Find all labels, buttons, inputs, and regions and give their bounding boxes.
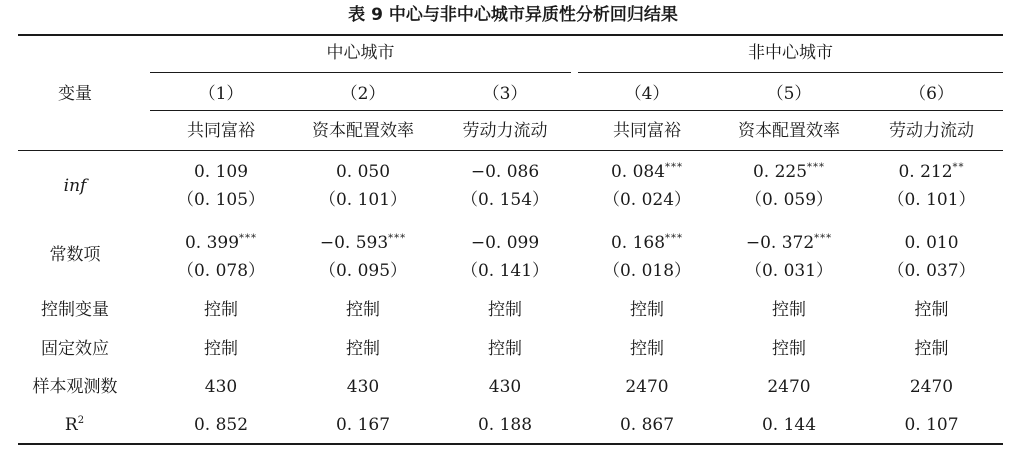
bottom-rule [18, 443, 1003, 445]
row-label-constant: 常数项 [49, 245, 101, 265]
col-number: （5） [766, 84, 812, 104]
coef-cell: 0. 399*** [184, 233, 258, 253]
se-cell: （0. 095） [318, 261, 408, 281]
se-cell: （0. 101） [887, 190, 976, 210]
col-number: （4） [624, 84, 670, 104]
coef-cell: −0. 372*** [745, 233, 833, 253]
value-cell: 0. 852 [193, 415, 249, 435]
col-name: 劳动力流动 [462, 121, 548, 141]
coef-cell: 0. 212** [898, 162, 965, 182]
value-cell: 430 [346, 377, 380, 397]
se-cell: （0. 059） [744, 190, 834, 210]
row-label-r-squared: $R^2$ [64, 415, 86, 435]
se-cell: （0. 154） [460, 190, 550, 210]
col-number: （3） [482, 84, 528, 104]
row-label-inf: inf [63, 176, 87, 196]
group-central: 中心城市 [326, 43, 395, 63]
value-cell: 控制 [772, 300, 806, 320]
coef-cell: 0. 010 [904, 233, 959, 253]
row-label-fixed: 固定效应 [41, 339, 109, 359]
value-cell: 0. 144 [761, 415, 817, 435]
top-rule [18, 34, 1003, 36]
value-cell: 430 [204, 377, 238, 397]
significance-stars: ** [952, 162, 965, 173]
significance-stars: *** [807, 162, 826, 173]
numbers-rule [150, 110, 1003, 111]
group-rule-central [150, 72, 571, 73]
coef-cell: 0. 050 [335, 162, 391, 182]
se-cell: （0. 078） [176, 261, 266, 281]
col-number: （2） [340, 84, 386, 104]
value-cell: 控制 [346, 300, 380, 320]
value-cell: 控制 [772, 339, 806, 359]
group-noncentral: 非中心城市 [748, 43, 833, 63]
significance-stars: *** [814, 233, 833, 244]
col-name: 资本配置效率 [312, 121, 414, 141]
value-cell: 控制 [488, 339, 522, 359]
se-cell: （0. 037） [887, 261, 976, 281]
variable-header: 变量 [58, 84, 92, 104]
coef-cell: 0. 225*** [752, 162, 826, 182]
col-name: 共同富裕 [187, 121, 255, 141]
coef-cell: 0. 084*** [610, 162, 684, 182]
row-label-control: 控制变量 [41, 300, 109, 320]
value-cell: 控制 [914, 339, 949, 359]
se-cell: （0. 141） [460, 261, 550, 281]
table-caption: 表 9 中心与非中心城市异质性分析回归结果 [348, 5, 678, 25]
col-name: 劳动力流动 [889, 121, 974, 141]
significance-stars: *** [388, 233, 407, 244]
significance-stars: *** [239, 233, 258, 244]
col-name: 共同富裕 [613, 121, 681, 141]
group-rule-noncentral [578, 72, 1003, 73]
se-cell: （0. 101） [318, 190, 408, 210]
coef-cell: 0. 168*** [610, 233, 684, 253]
value-cell: 控制 [914, 300, 949, 320]
se-cell: （0. 018） [602, 261, 692, 281]
value-cell: 0. 867 [619, 415, 675, 435]
value-cell: 430 [488, 377, 522, 397]
col-name: 资本配置效率 [738, 121, 840, 141]
se-cell: （0. 024） [602, 190, 692, 210]
coef-cell: −0. 099 [470, 233, 540, 253]
value-cell: 控制 [630, 339, 664, 359]
value-cell: 0. 167 [335, 415, 391, 435]
value-cell: 控制 [488, 300, 522, 320]
value-cell: 控制 [204, 300, 238, 320]
value-cell: 2470 [909, 377, 954, 397]
col-number: （1） [198, 84, 244, 104]
coef-cell: −0. 086 [470, 162, 540, 182]
value-cell: 控制 [204, 339, 238, 359]
value-cell: 控制 [346, 339, 380, 359]
value-cell: 控制 [630, 300, 664, 320]
value-cell: 0. 188 [477, 415, 533, 435]
value-cell: 2470 [625, 377, 669, 397]
se-cell: （0. 105） [176, 190, 266, 210]
coef-cell: 0. 109 [193, 162, 249, 182]
header-bottom-rule [18, 150, 1003, 151]
value-cell: 0. 107 [904, 415, 959, 435]
col-number: （6） [909, 84, 954, 104]
significance-stars: *** [665, 233, 684, 244]
significance-stars: *** [665, 162, 684, 173]
row-label-observations: 样本观测数 [32, 377, 118, 397]
se-cell: （0. 031） [744, 261, 834, 281]
value-cell: 2470 [767, 377, 811, 397]
coef-cell: −0. 593*** [319, 233, 407, 253]
